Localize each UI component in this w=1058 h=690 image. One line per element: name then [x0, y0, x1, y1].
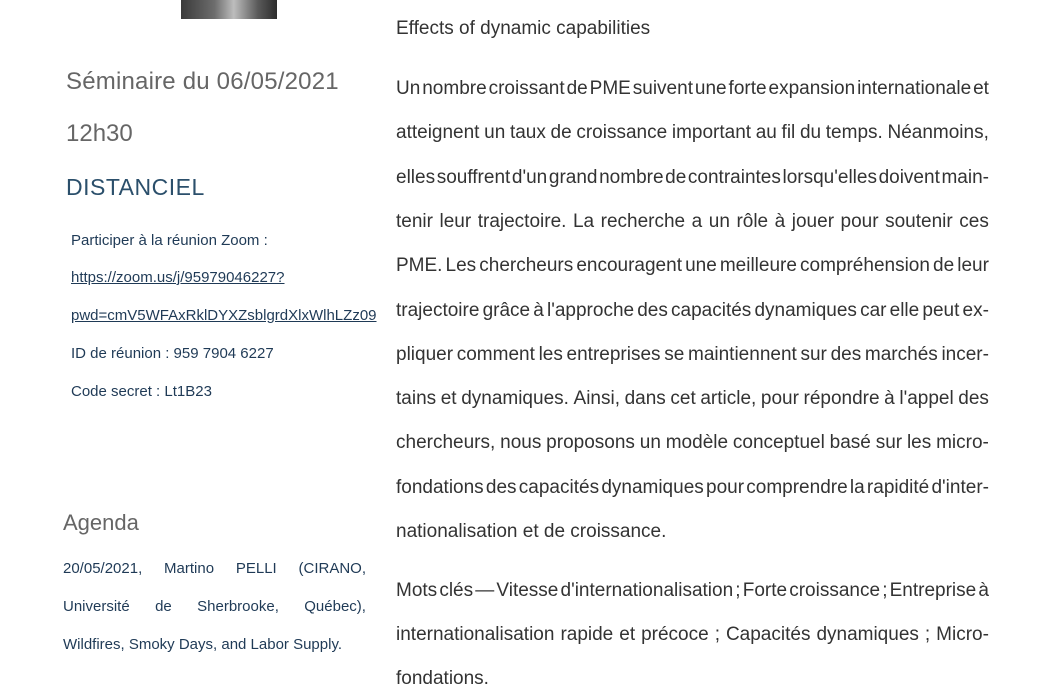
zoom-meeting-id: ID de réunion : 959 7904 6227: [71, 345, 274, 362]
agenda-word: 20/05/2021,: [63, 560, 143, 577]
paragraph-line: trajectoire grâce à l'approche des capacités dynamiques car elle peut ex-: [396, 299, 989, 321]
agenda-line: [63, 598, 366, 615]
agenda-word: (CIRANO,: [298, 560, 366, 577]
paragraph-line: chercheurs, nous proposons un modèle conceptuel basé sur les micro-: [396, 432, 989, 454]
paragraph-line: fondations des capacités dynamiques pour comprendre la rapidité d'inter-: [396, 476, 989, 498]
zoom-link-line1[interactable]: https://zoom.us/j/95979046227?: [71, 269, 285, 286]
zoom-join-label: Participer à la réunion Zoom :: [71, 232, 268, 249]
agenda-word: de: [155, 598, 172, 615]
paragraph-line: Un nombre croissant de PME suivent une forte expansion internationale et: [396, 78, 989, 99]
seminar-mode: DISTANCIEL: [66, 174, 205, 200]
agenda-word: Sherbrooke,: [197, 598, 279, 615]
seminar-date: Séminaire du 06/05/2021: [66, 68, 339, 95]
zoom-link-line2[interactable]: pwd=cmV5WFAxRklDYXZsblgrdXlxWlhLZz09: [71, 307, 377, 324]
paragraph-line: PME. Les chercheurs encouragent une meilleure compréhension de leur: [396, 255, 989, 277]
paragraph-line: tenir leur trajectoire. La recherche a un rôle à jouer pour soutenir ces: [396, 210, 989, 232]
agenda-word: Québec),: [304, 598, 366, 615]
sidebar: [0, 0, 380, 675]
agenda-line: [63, 560, 366, 577]
paragraph-line: internationalisation rapide et précoce ; Capacités dynamiques ; Micro-: [396, 624, 989, 645]
paragraph-line: pliquer comment les entreprises se maintiennent sur des marchés incer-: [396, 343, 989, 365]
paragraph-line: tains et dynamiques. Ainsi, dans cet article, pour répondre à l'appel des: [396, 388, 989, 410]
agenda-word: Martino: [164, 560, 215, 577]
seminar-time: 12h30: [66, 120, 133, 147]
paragraph-line: elles souffrent d'un grand nombre de contraintes lorsqu'elles doivent main-: [396, 166, 989, 188]
zoom-passcode: Code secret : Lt1B23: [71, 383, 212, 400]
paragraph-line: atteignent un taux de croissance important au fil du temps. Néanmoins,: [396, 122, 989, 144]
agenda-word: Université: [63, 598, 130, 615]
english-title: Effects of dynamic capabilities: [396, 18, 651, 39]
paragraph-line: nationalisation et de croissance.: [396, 521, 667, 542]
agenda-word: PELLI: [235, 560, 277, 577]
agenda-talk-title: Wildfires, Smoky Days, and Labor Supply.: [63, 636, 343, 653]
paragraph-line: Mots clés — Vitesse d'internationalisation ; Forte croissance ; Entreprise à: [396, 580, 989, 601]
paragraph-line: fondations.: [396, 668, 489, 689]
agenda-heading: Agenda: [63, 510, 139, 535]
